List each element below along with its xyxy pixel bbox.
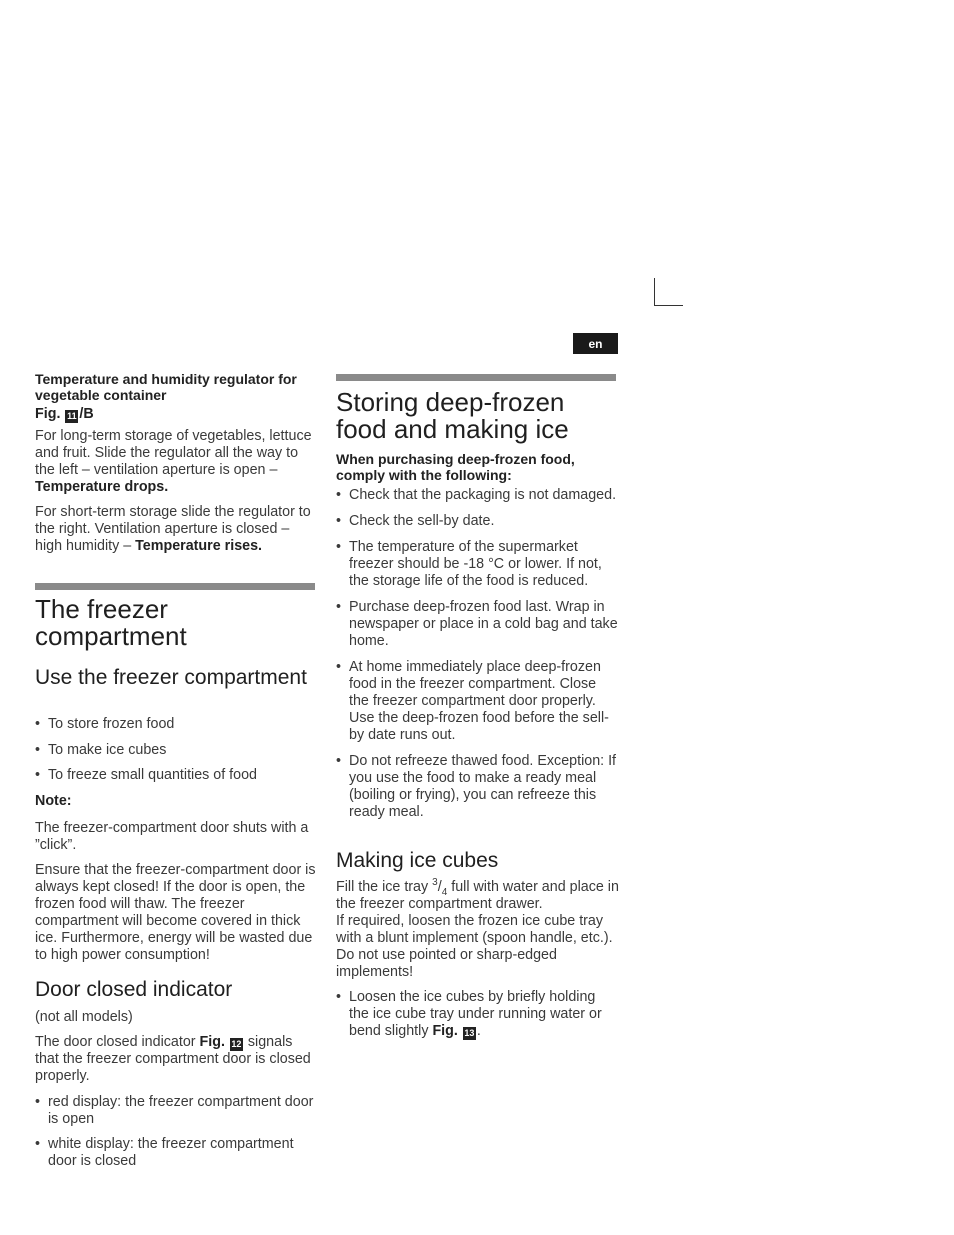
ice-text-3: If required, loosen the frozen ice cube tray with a blunt implement (spoon handle, etc.). Do not use pointed or sharp-edged implements! xyxy=(336,913,613,980)
figure-number-icon: 12 xyxy=(231,1039,242,1049)
list-item: • To freeze small quantities of food xyxy=(35,767,318,784)
regulator-heading: Temperature and humidity regulator for vegetable container xyxy=(35,371,297,403)
fraction-separator: / xyxy=(437,879,442,895)
section-divider-bar xyxy=(336,374,616,381)
ice-cubes-heading: Making ice cubes xyxy=(336,849,499,872)
ice-text-1: Fill the ice tray xyxy=(336,879,433,895)
list-item: • Check the sell-by date. xyxy=(336,513,619,530)
regulator-fig-ref xyxy=(35,406,94,423)
door-models-note: (not all models) xyxy=(35,1009,133,1025)
para2-text: For short-term storage slide the regulator to the right. Ventilation aperture is closed – high humidity – xyxy=(35,504,311,554)
door-indicator-paragraph xyxy=(35,1034,315,1085)
crop-mark-vertical xyxy=(654,278,655,306)
purchasing-list xyxy=(336,487,619,821)
figure-number-icon: 11 xyxy=(67,411,77,421)
loosen-list xyxy=(336,989,619,1040)
freezer-section-title: The freezer compartment xyxy=(35,594,187,651)
figure-number-icon: 13 xyxy=(464,1028,475,1038)
use-freezer-list xyxy=(35,716,318,784)
fraction-numerator: 3 xyxy=(432,877,438,889)
ice-text-2: full with water and place in the freezer compartment drawer. xyxy=(336,879,619,912)
section-divider-bar xyxy=(35,583,315,590)
loosen-text: Loosen the ice cubes by briefly holding the ice cube tray under running water or bend slightly xyxy=(349,989,602,1039)
door-display-list xyxy=(35,1094,318,1170)
list-item: • At home immediately place deep-frozen food in the freezer compartment. Close the freezer compartment door properly. Use the deep-frozen food before the sell-by date runs out. xyxy=(336,659,619,744)
list-item: • Do not refreeze thawed food. Exception: If you use the food to make a ready meal (boiling or frying), you can refreeze this ready meal. xyxy=(336,753,619,821)
storing-section-title: Storing deep-frozen food and making ice xyxy=(336,387,569,444)
list-item: • Purchase deep-frozen food last. Wrap in newspaper or place in a cold bag and take home. xyxy=(336,599,619,650)
ice-tray-paragraph xyxy=(336,879,619,981)
list-item: • The temperature of the supermarket freezer should be -18 °C or lower. If not, the storage life of the food is reduced. xyxy=(336,539,619,590)
note-label-text: Note: xyxy=(35,793,72,809)
loosen-end: . xyxy=(476,1023,481,1039)
door-text-before: The door closed indicator xyxy=(35,1034,200,1050)
note-text: The freezer-compartment door shuts with a ”click”. xyxy=(35,820,309,853)
purchasing-heading: When purchasing deep-frozen food, comply with the following: xyxy=(336,451,575,483)
list-item: • To make ice cubes xyxy=(35,742,318,759)
door-indicator-heading: Door closed indicator xyxy=(35,978,233,1001)
ensure-closed-paragraph: Ensure that the freezer-compartment door is always kept closed! If the door is open, the frozen food will thaw. The freezer compartment will become covered in thick ice. Furthermore, energy will be wasted due to high power consumption! xyxy=(35,862,316,963)
note-label xyxy=(35,793,72,810)
language-badge: en xyxy=(573,333,618,354)
loosen-fig-label: Fig. xyxy=(432,1023,458,1039)
regulator-fig-label: Fig. xyxy=(35,406,61,422)
list-item: • To store frozen food xyxy=(35,716,318,733)
regulator-short-term-paragraph xyxy=(35,504,318,555)
para2-bold: Temperature rises. xyxy=(135,538,263,554)
list-item: • white display: the freezer compartment door is closed xyxy=(35,1136,318,1170)
list-item xyxy=(336,989,619,1040)
door-text-after: signals that the freezer compartment door is closed properly. xyxy=(35,1034,311,1084)
door-fig-label: Fig. xyxy=(199,1034,225,1050)
list-item: • red display: the freezer compartment door is open xyxy=(35,1094,318,1128)
para1-text: For long-term storage of vegetables, lettuce and fruit. Slide the regulator all the way to the left – ventilation aperture is open – xyxy=(35,428,312,478)
fraction-denominator: 4 xyxy=(441,886,448,898)
list-item: • Check that the packaging is not damaged. xyxy=(336,487,619,504)
use-freezer-heading: Use the freezer compartment xyxy=(35,666,307,689)
para1-bold: Temperature drops. xyxy=(35,479,169,495)
crop-mark-horizontal xyxy=(654,305,683,306)
regulator-long-term-paragraph xyxy=(35,428,318,496)
regulator-fig-suffix: /B xyxy=(79,406,94,422)
